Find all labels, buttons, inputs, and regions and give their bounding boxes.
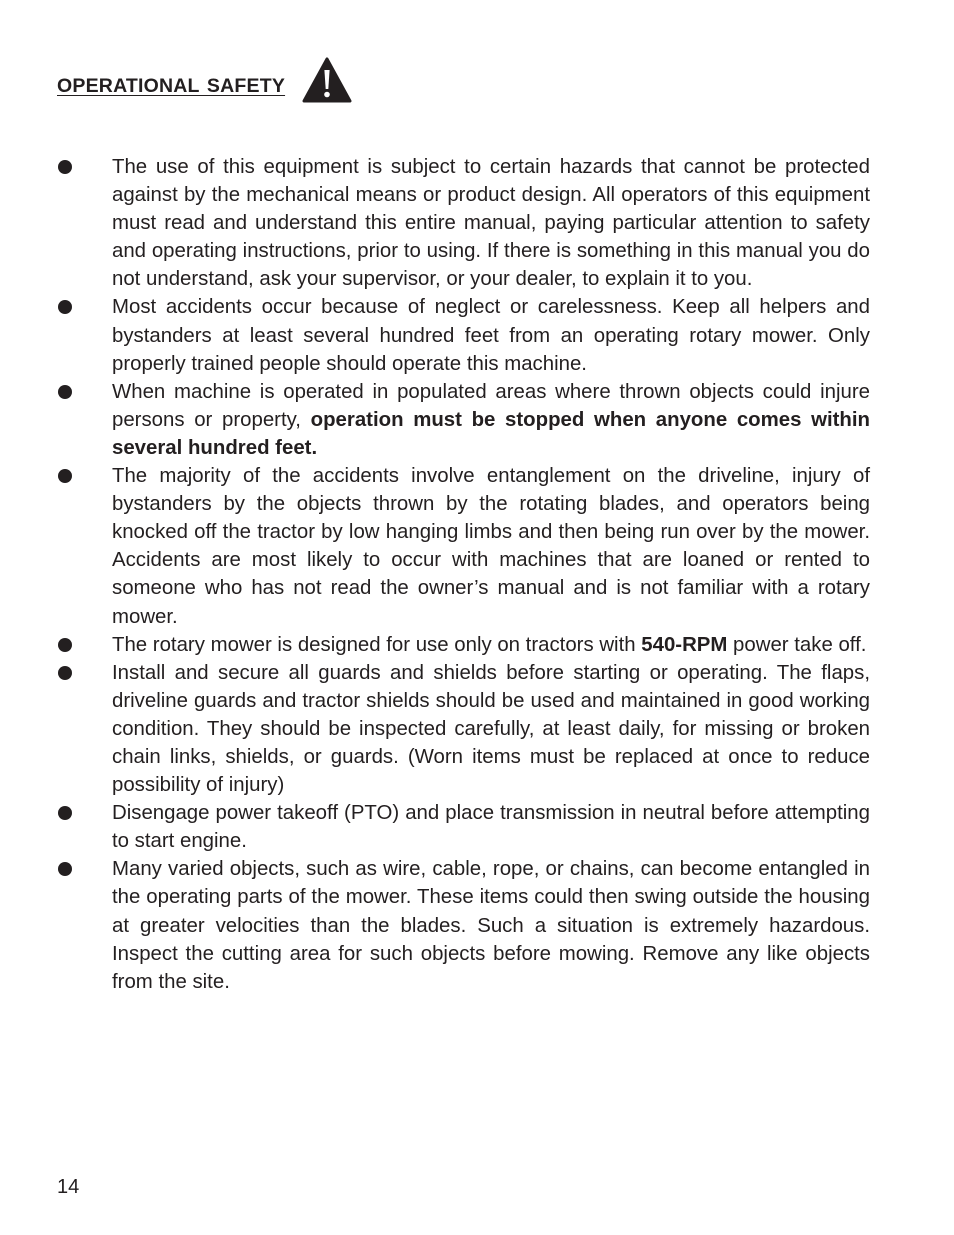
list-item bbox=[57, 153, 870, 293]
bullet-icon bbox=[58, 862, 72, 876]
bullet-text-regular: The rotary mower is designed for use only on tractors with bbox=[112, 633, 642, 656]
bullet-icon bbox=[58, 160, 72, 174]
section-title: OPERATIONAL SAFETY bbox=[57, 74, 286, 97]
page-number: 14 bbox=[57, 1176, 80, 1198]
bullet-text: Disengage power takeoff (PTO) and place transmission in neutral before attempting to start engine. bbox=[112, 802, 870, 853]
bullet-icon bbox=[58, 385, 72, 399]
bullet-text-emphasis: operation must be stopped when anyone comes within several hundred feet. bbox=[112, 408, 871, 459]
bullet-icon bbox=[58, 638, 72, 652]
warning-triangle-icon bbox=[301, 56, 353, 104]
list-item bbox=[57, 631, 870, 659]
list-item bbox=[57, 378, 870, 462]
bullet-text: Many varied objects, such as wire, cable, rope, or chains, can become entangled in the operating parts of the mower. These items could then swing outside the housing at greater velocities than the blades. Such a situation is extremely hazardous. Inspect the cutting area for such objects before mowing. Remove any like objects from the site. bbox=[112, 858, 870, 993]
list-item bbox=[57, 462, 870, 631]
bullet-icon bbox=[58, 300, 72, 314]
bullet-text: Install and secure all guards and shields before starting or operating. The flaps, driveline guards and tractor shields should be used and maintained in good working condition. They should be inspected carefully, at least daily, for missing or broken chain links, shields, or guards. (Worn items must be replaced at once to reduce possibility of injury) bbox=[112, 661, 870, 797]
bullet-icon bbox=[58, 806, 72, 820]
bullet-text: Most accidents occur because of neglect or carelessness. Keep all helpers and bystanders at least several hundred feet from an operating rotary mower. Only properly trained people should operate this machine. bbox=[112, 296, 870, 375]
bullet-text bbox=[112, 634, 866, 656]
list-item bbox=[57, 659, 870, 799]
bullet-text-emphasis: 540-RPM bbox=[641, 633, 728, 656]
bullet-icon bbox=[58, 469, 72, 483]
bullet-icon bbox=[58, 666, 72, 680]
bullet-text: The use of this equipment is subject to certain hazards that cannot be protected against by the mechanical means or product design. All operators of this equipment must read and understand this entire manual, paying particular attention to safety and operating instructions, prior to using. If there is something in this manual you do not understand, ask your supervisor, or your dealer, to explain it to you. bbox=[112, 156, 870, 291]
list-item bbox=[57, 855, 870, 995]
bullet-text: The majority of the accidents involve entanglement on the driveline, injury of bystanders by the objects thrown by the rotating blades, and operators being knocked off the tractor by low hanging limbs and then being run over by the mower. Accidents are most likely to occur with machines that are loaned or rented to someone who has not read the owner’s manual and is not familiar with a rotary mower. bbox=[112, 465, 870, 628]
list-item bbox=[57, 293, 870, 377]
bullet-text-regular-after: power take off. bbox=[727, 633, 867, 656]
list-item bbox=[57, 799, 870, 855]
safety-bullet-list bbox=[57, 153, 870, 996]
section-header bbox=[57, 56, 353, 104]
bullet-text-regular: When machine is operated in populated areas where thrown objects could injure persons or property, bbox=[112, 380, 870, 431]
bullet-text bbox=[112, 381, 870, 459]
